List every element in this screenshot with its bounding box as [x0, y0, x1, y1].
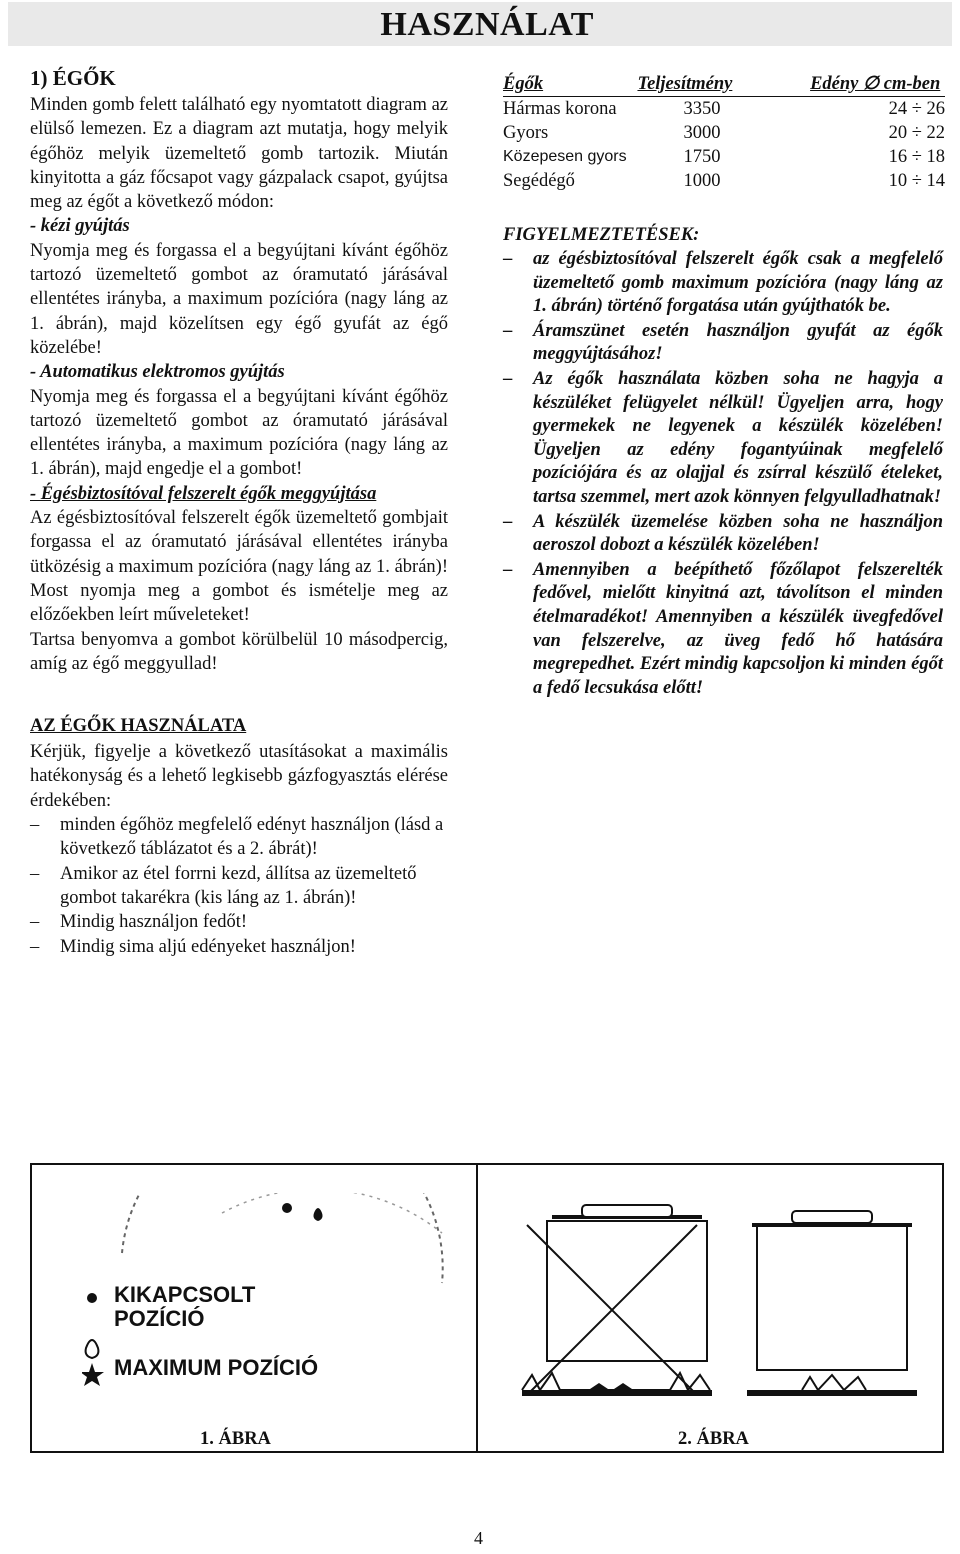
dash-icon: – [503, 368, 513, 389]
table-cell: 20 ÷ 22 [888, 123, 945, 143]
list-item: – A készülék üzemelése közben soha ne használjon aeroszol dobozt a készülék közelében! [503, 511, 943, 556]
off-position-label: KIKAPCSOLT POZÍCIÓ [114, 1282, 256, 1331]
figure-1-label: 1. ÁBRA [200, 1429, 271, 1449]
figure-divider [476, 1165, 478, 1451]
table-cell: 1000 [683, 171, 721, 191]
table-row [503, 145, 945, 169]
off-dot-icon [282, 1203, 292, 1213]
header-bar [8, 2, 952, 46]
table-cell: 24 ÷ 26 [888, 99, 945, 119]
off-dot-icon [87, 1293, 97, 1303]
dash-icon: – [503, 511, 513, 532]
list-item: – Mindig sima aljú edényeket használjon! [30, 935, 448, 959]
safety-ignition-title: - Égésbiztosítóval felszerelt égők meggyújtása [30, 483, 377, 504]
table-cell: Hármas korona [503, 99, 617, 119]
table-cell: 16 ÷ 18 [888, 147, 945, 167]
table-cell: 1750 [683, 147, 721, 167]
table-header-row [503, 72, 945, 97]
dash-icon: – [503, 559, 513, 580]
list-item: – Amennyiben a beépíthető főzőlapot felszerelték fedővel, mielőtt kinyitná azt, távolítson el minden ételmaradékot! Amennyiben a készülék üvegfedővel van felszerelve, az üveg fedő hő hatására megrepedhet. Ezért mindig kapcsoljon ki minden égőt a fedő lecsukása előtt! [503, 559, 943, 698]
intro-paragraph: Minden gomb felett található egy nyomtatott diagram az elülső lemezen. Ez a diagram azt mutatja, hogy melyik égőhöz melyik üzemeltető gomb tartozik. Miután kinyitotta a gáz főcsapot vagy gázpalack csapot, gyújtsa meg az égőt a következő módon: [30, 95, 448, 213]
column-header-power: Teljesítmény [641, 72, 800, 97]
page-number: 4 [474, 1528, 483, 1548]
manual-ignition-text: Nyomja meg és forgassa el a begyújtani kívánt égőhöz tartozó üzemeltető gombot az óramutató járásával ellentétes irányba, a maximum pozícióra (nagy láng az 1. ábrán), majd közelítsen egy égő gyufát az égő közelébe! [30, 240, 448, 358]
table-row [503, 169, 945, 193]
table-row [503, 97, 945, 122]
table-cell: Közepesen gyors [503, 148, 627, 165]
dash-icon: – [30, 936, 40, 957]
list-item: – minden égőhöz megfelelő edényt használjon (lásd a következő táblázatot és a 2. ábrát)! [30, 815, 444, 860]
large-flame-icon [82, 1363, 104, 1386]
auto-ignition-title: - Automatikus elektromos gyújtás [30, 362, 285, 383]
column-header-pan-size: Edény ∅ cm-ben [800, 72, 945, 97]
table-cell: Segédégő [503, 171, 575, 191]
usage-intro: Kérjük, figyelje a következő utasításokat a maximális hatékonyság és a lehető legkisebb gázfogyasztás elérése érdekében: [30, 742, 448, 811]
list-item: – Mindig használjon fedőt! [30, 910, 448, 934]
dash-icon: – [30, 863, 40, 884]
table-cell: Gyors [503, 123, 549, 143]
dash-icon: – [30, 912, 40, 933]
figure-2-label: 2. ÁBRA [678, 1429, 749, 1449]
dash-icon: – [503, 249, 513, 269]
section-heading-burners: 1) ÉGŐK [30, 66, 116, 90]
dash-icon: – [503, 320, 513, 341]
table-row [503, 121, 945, 145]
auto-ignition-text: Nyomja meg és forgassa el a begyújtani kívánt égőhöz tartozó üzemeltető gombot az óramutató járásával ellentétes irányba, a maximum pozícióra (nagy láng az 1. ábrán), majd engedje el a gombot! [30, 386, 448, 480]
list-item: – Áramszünet esetén használjon gyufát az égők meggyújtásához! [503, 320, 943, 365]
flame-icon [314, 1208, 323, 1221]
small-flame-icon [86, 1340, 99, 1358]
safety-ignition-text: Az égésbiztosítóval felszerelt égők üzemeltető gombjait forgassa el az óramutató járásával ellentétes irányba ütközésig a maximum pozícióra (nagy láng az 1. ábrán)! Most nyomja meg a gombot és ismételje meg az előzőekben leírt műveleteket! [30, 508, 448, 626]
hold-text: Tartsa benyomva a gombot körülbelül 10 másodpercig, amíg az égő meggyullad! [30, 629, 448, 674]
warnings-heading: FIGYELMEZTETÉSEK: [503, 225, 700, 245]
list-item: – Az égők használata közben soha ne hagyja a készüléket felügyelet nélkül! Ügyeljen arra, hogy gyermekek ne legyenek a készülék közelében! Ügyeljen az edény fogantyúinak megfelelő pozíciójára és az olajjal és zsírral készülő ételeket, tartsa szemmel, mert azok könnyen felgyulladhatnak! [503, 368, 943, 507]
max-position-label: MAXIMUM POZÍCIÓ [114, 1355, 319, 1380]
usage-heading: AZ ÉGŐK HASZNÁLATA [30, 716, 247, 737]
usage-list [30, 813, 448, 959]
left-column [30, 66, 448, 959]
pot-illustration [492, 1185, 932, 1425]
list-item: – az égésbiztosítóval felszerelt égők csak a megfelelő üzemeltető gomb maximum pozícióra (nagy láng az 1. ábrán) történő forgatása után gyújthatók be. [503, 249, 943, 317]
table-cell: 3350 [683, 99, 721, 119]
table-cell: 3000 [683, 123, 721, 143]
right-column [503, 72, 943, 701]
list-item: – Amikor az étel forrni kezd, állítsa az üzemeltető gombot takarékra (kis láng az 1. ábrán)! [30, 863, 417, 908]
figures-box [30, 1163, 944, 1453]
column-header-burners: Égők [503, 72, 641, 97]
burner-table [503, 72, 945, 193]
table-cell: 10 ÷ 14 [888, 171, 945, 191]
dash-icon: – [30, 815, 40, 836]
page-title: HASZNÁLAT [380, 6, 594, 43]
warnings-list [503, 248, 943, 700]
manual-ignition-title: - kézi gyújtás [30, 216, 130, 237]
